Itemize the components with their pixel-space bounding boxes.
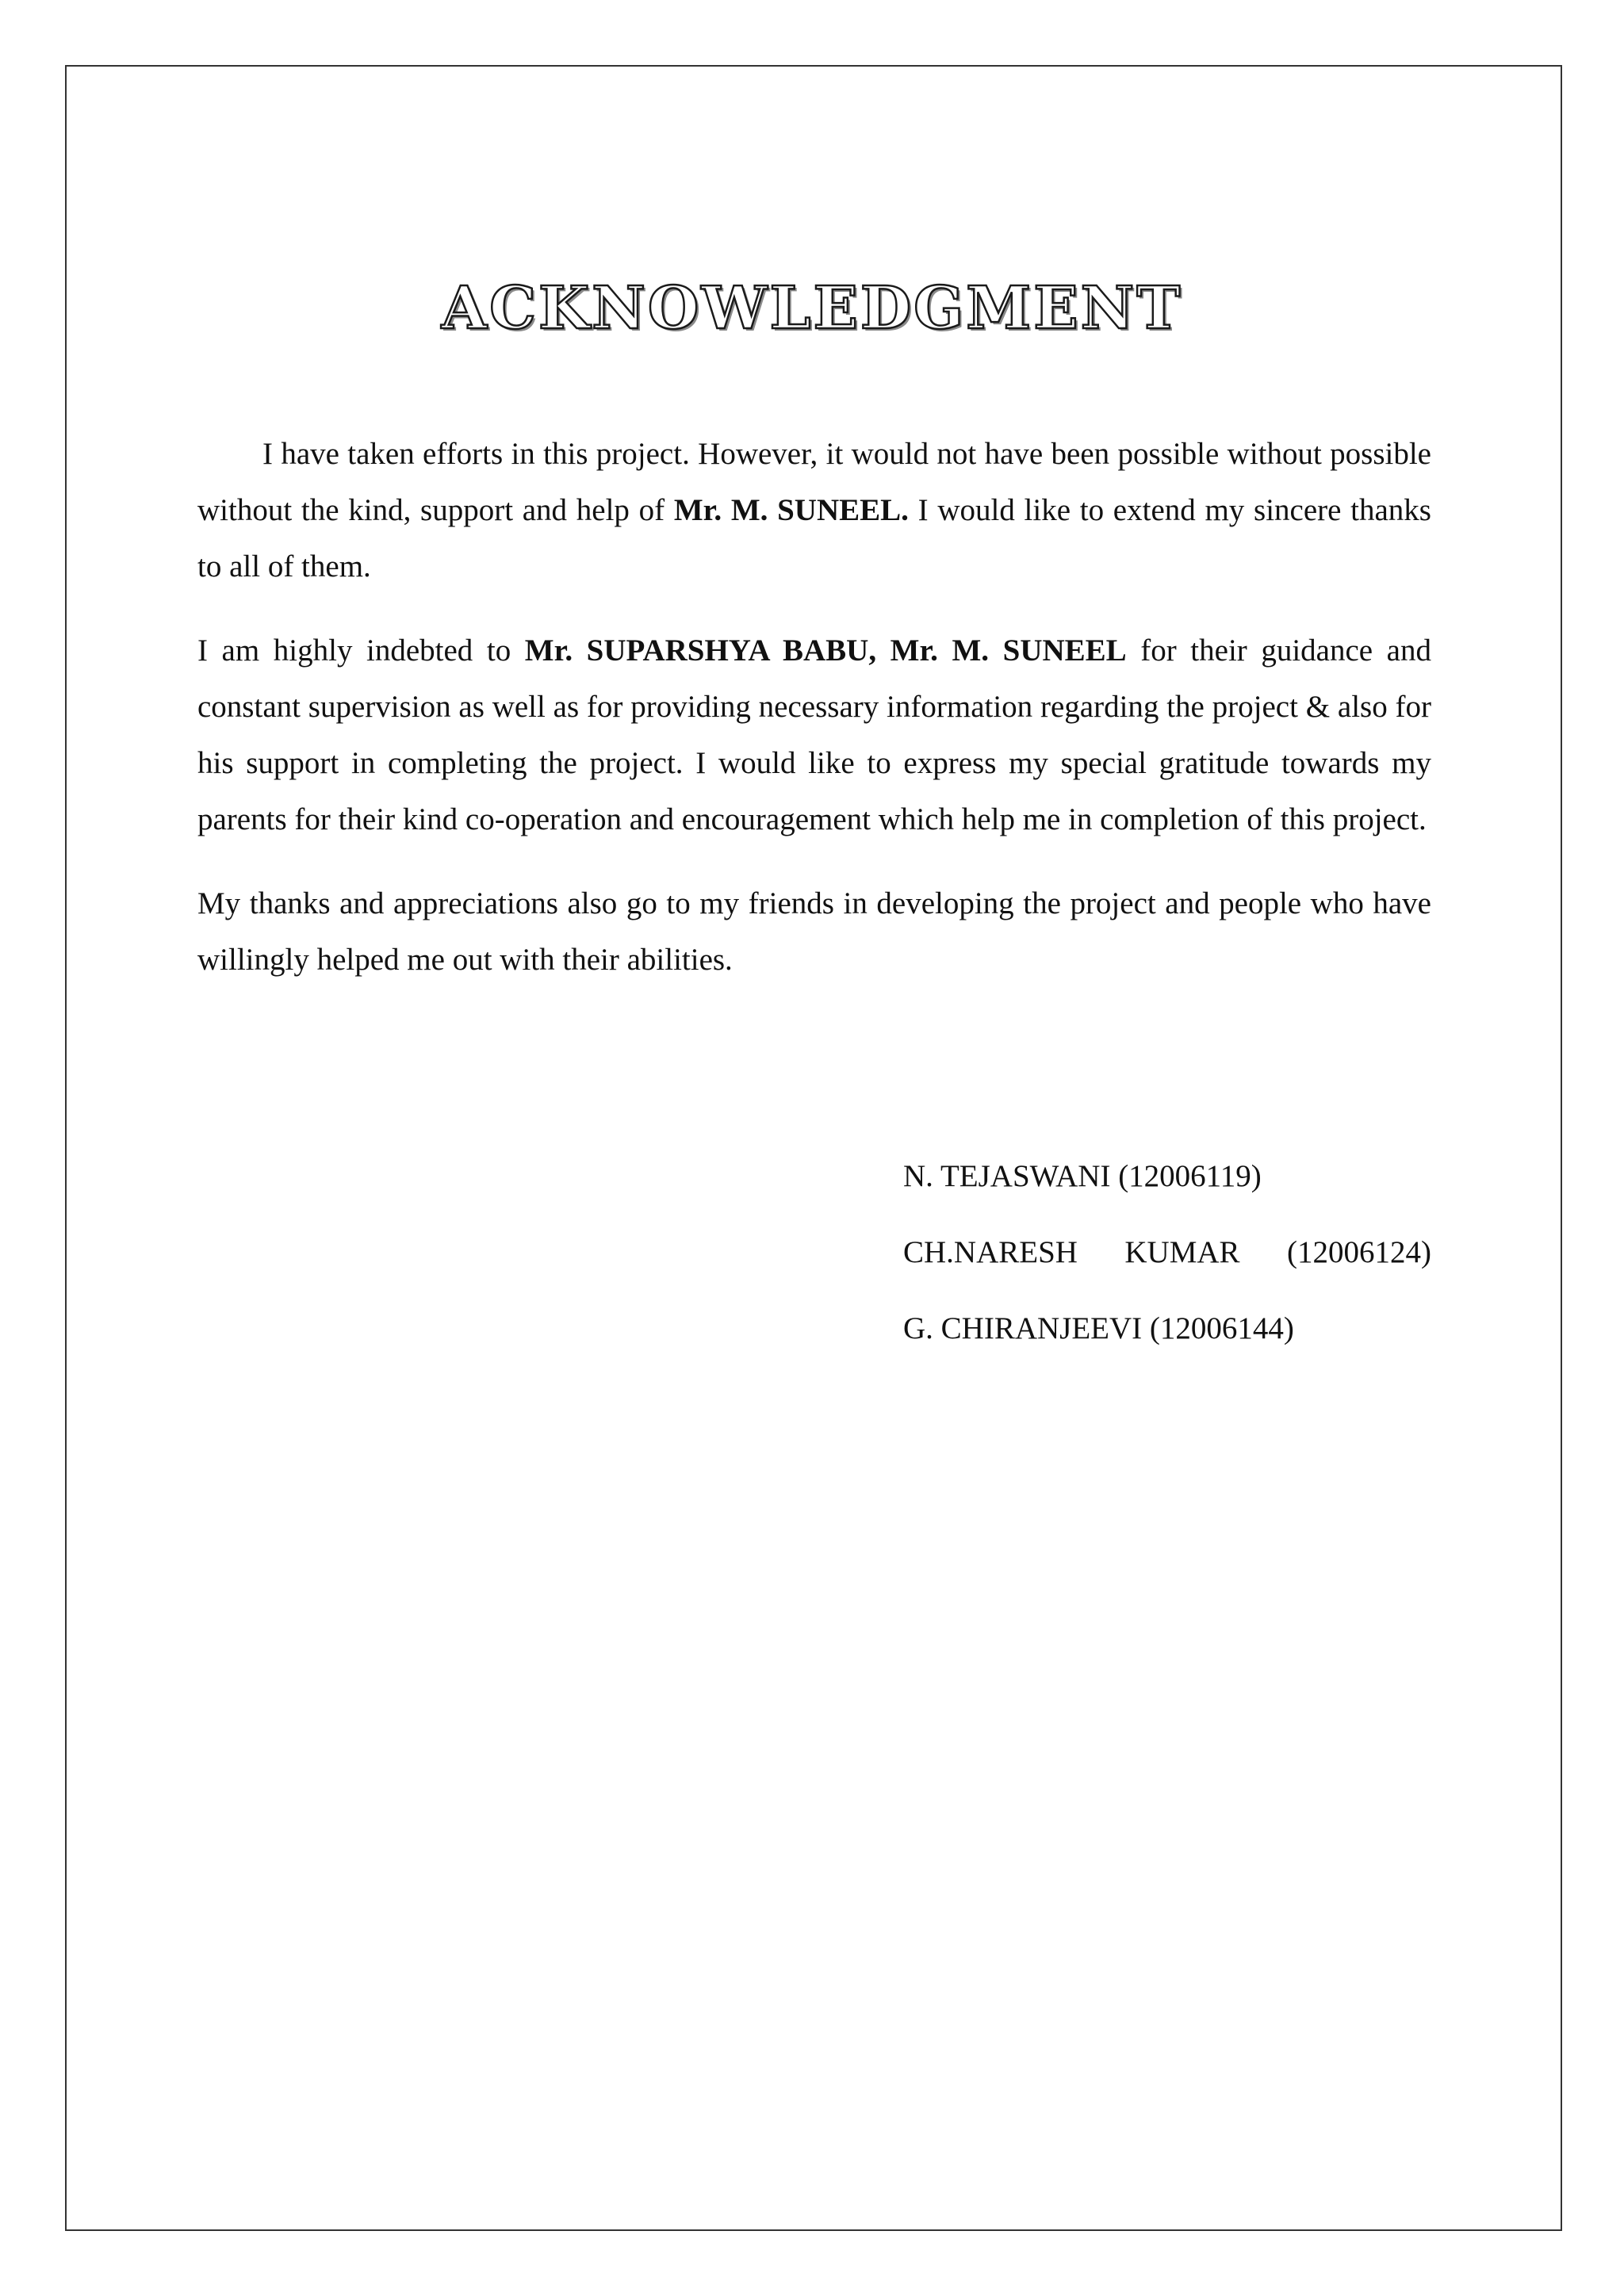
signature-2 (903, 1235, 1431, 1311)
page-border (65, 65, 1562, 2231)
signature-2-id: (12006124) (1287, 1235, 1431, 1269)
paragraph-3: My thanks and appreciations also go to my friends in developing the project and people who have willingly helped me out with their abilities. (197, 886, 1431, 977)
paragraph-2-text-before: I am highly indebted to (197, 633, 525, 668)
paragraph-1-text-before: I have taken efforts in this project. However, it would not have been possible without possible without the kind, support and help of (197, 437, 1431, 527)
signature-2-name-first: CH.NARESH (903, 1235, 1078, 1269)
acknowledgment-body (197, 426, 1431, 1016)
paragraph-2-text-after: for their guidance and constant supervision as well as for providing necessary information regarding the project & also for his support in completing the project. I would like to express my special gratitude towards my parents for their kind co-operation and encouragement which help me in completion of this project. (197, 633, 1431, 836)
signature-3: G. CHIRANJEEVI (12006144) (903, 1311, 1294, 1345)
paragraph-1-bold-name: Mr. M. SUNEEL. (673, 493, 909, 527)
page-title: ACKNOWLEDGMENT (441, 274, 1183, 342)
paragraph-1 (197, 426, 1431, 595)
signature-block (903, 1159, 1431, 1387)
paragraph-2-bold-names: Mr. SUPARSHYA BABU, Mr. M. SUNEEL (524, 633, 1127, 668)
paragraph-2 (197, 622, 1431, 848)
signature-1: N. TEJASWANI (12006119) (903, 1159, 1262, 1193)
paragraph-1-text-after: I would like to extend my sincere thanks to all of them. (197, 493, 1431, 584)
signature-2-name-last: KUMAR (1124, 1235, 1240, 1269)
